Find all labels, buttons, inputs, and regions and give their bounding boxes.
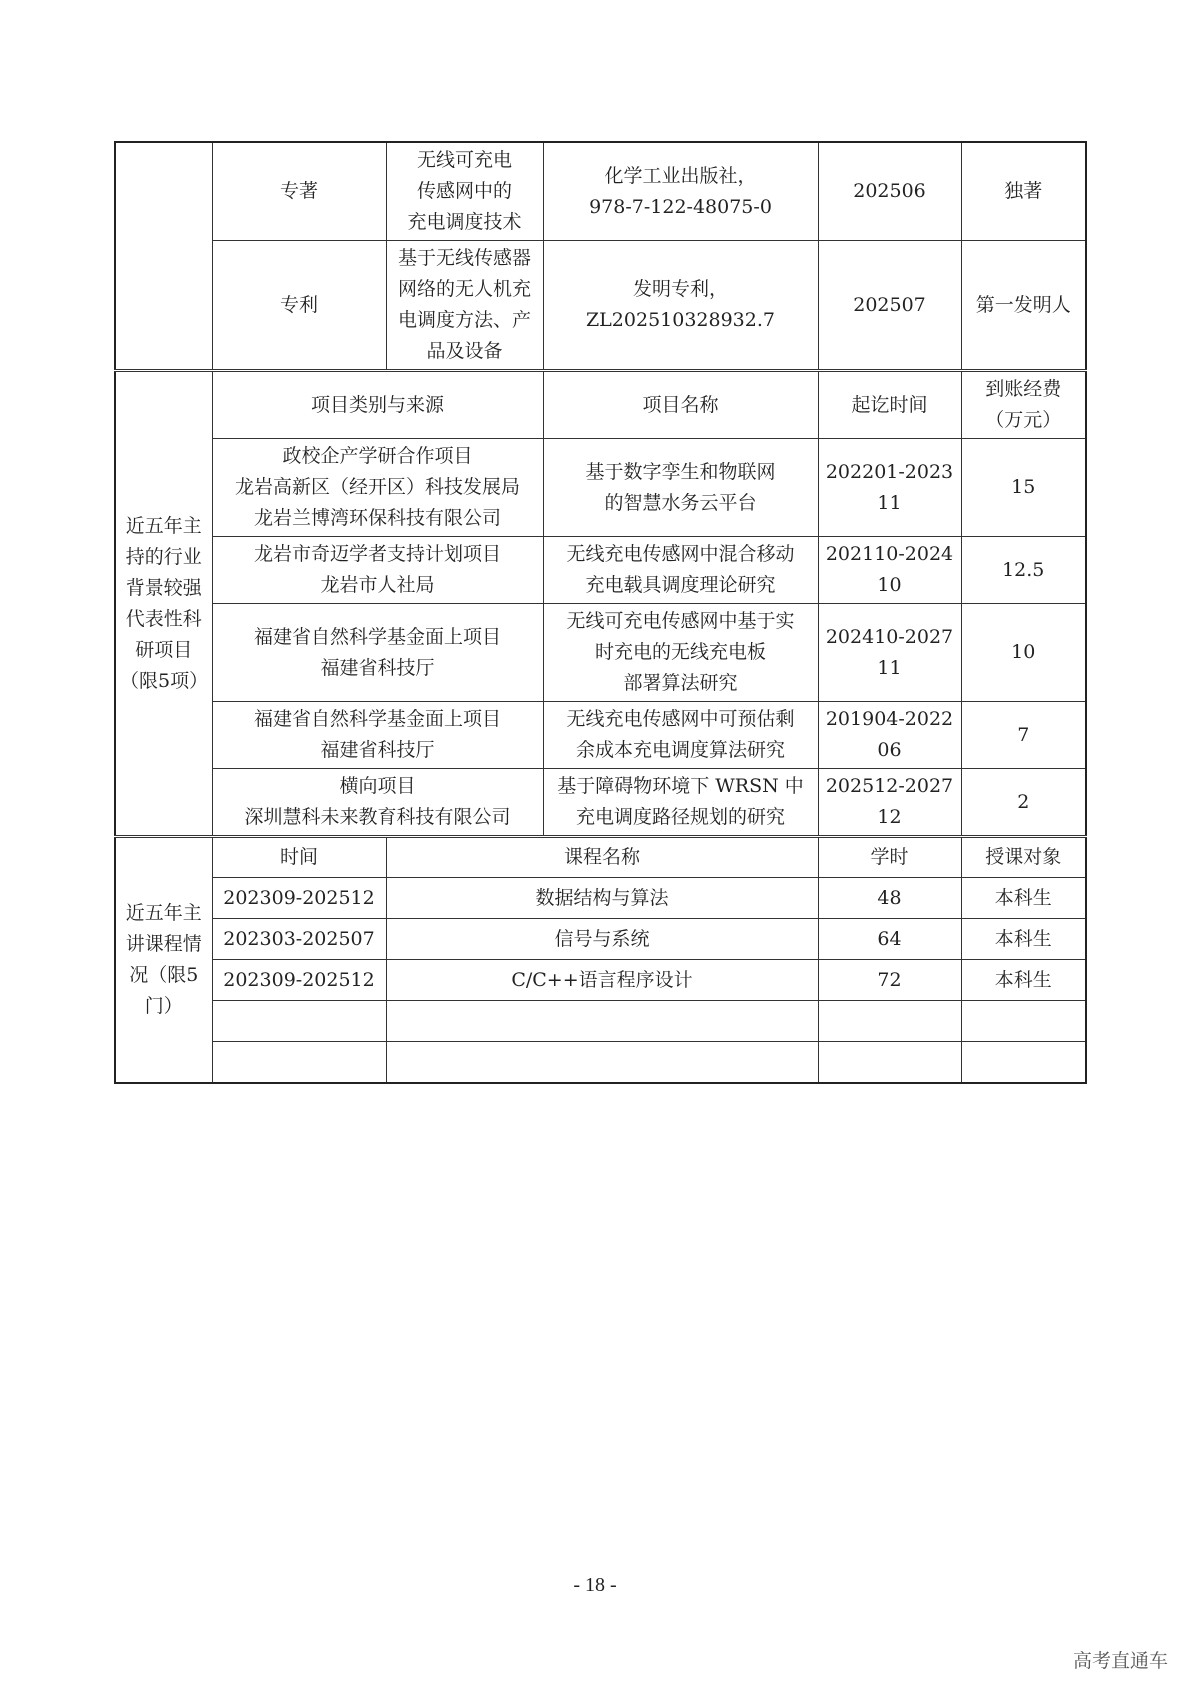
- header-course-time: 时间: [212, 837, 386, 878]
- course-audience: 本科生: [961, 919, 1086, 960]
- project-name: 无线充电传感网中混合移动 充电载具调度理论研究: [543, 537, 818, 604]
- project-period: 202110-202410: [818, 537, 961, 604]
- header-project-funding: 到账经费 （万元）: [961, 371, 1086, 439]
- publications-label-cell: [115, 142, 212, 371]
- course-time: 202303-202507: [212, 919, 386, 960]
- course-time: [212, 1042, 386, 1083]
- header-course-hours: 学时: [818, 837, 961, 878]
- publication-publisher: 发明专利， ZL202510328932.7: [543, 241, 818, 371]
- project-name: 无线可充电传感网中基于实 时充电的无线充电板 部署算法研究: [543, 604, 818, 702]
- project-period: 202201-202311: [818, 439, 961, 537]
- publication-row: [115, 142, 1086, 241]
- course-audience: [961, 1042, 1086, 1083]
- project-name: 无线充电传感网中可预估剩 余成本充电调度算法研究: [543, 702, 818, 769]
- project-category: 横向项目 深圳慧科未来教育科技有限公司: [212, 769, 543, 837]
- project-name: 基于障碍物环境下 WRSN 中 充电调度路径规划的研究: [543, 769, 818, 837]
- courses-section-label: 近五年主 讲课程情 况（限5 门）: [115, 837, 212, 1083]
- project-funding: 2: [961, 769, 1086, 837]
- application-form-table: [114, 141, 1087, 1084]
- course-hours: [818, 1001, 961, 1042]
- course-time: 202309-202512: [212, 878, 386, 919]
- header-project-category: 项目类别与来源: [212, 371, 543, 439]
- projects-section-label: 近五年主 持的行业 背景较强 代表性科 研项目 （限5项）: [115, 371, 212, 837]
- course-name: [386, 1042, 818, 1083]
- header-project-period: 起讫时间: [818, 371, 961, 439]
- project-name: 基于数字孪生和物联网 的智慧水务云平台: [543, 439, 818, 537]
- course-time: [212, 1001, 386, 1042]
- publication-row: [115, 241, 1086, 371]
- course-audience: [961, 1001, 1086, 1042]
- project-funding: 7: [961, 702, 1086, 769]
- project-row: [115, 439, 1086, 537]
- project-row: [115, 769, 1086, 837]
- course-row-empty: [115, 1042, 1086, 1083]
- project-row: [115, 604, 1086, 702]
- course-time: 202309-202512: [212, 960, 386, 1001]
- course-name: C/C++语言程序设计: [386, 960, 818, 1001]
- project-category: 福建省自然科学基金面上项目 福建省科技厅: [212, 604, 543, 702]
- course-hours: 72: [818, 960, 961, 1001]
- publication-date: 202507: [818, 241, 961, 371]
- project-period: 202410-202711: [818, 604, 961, 702]
- course-audience: 本科生: [961, 878, 1086, 919]
- course-row: [115, 960, 1086, 1001]
- publication-title: 基于无线传感器 网络的无人机充 电调度方法、产 品及设备: [386, 241, 543, 371]
- course-name: 信号与系统: [386, 919, 818, 960]
- project-category: 政校企产学研合作项目 龙岩高新区（经开区）科技发展局 龙岩兰博湾环保科技有限公司: [212, 439, 543, 537]
- watermark-text: 高考直通车: [1072, 1650, 1168, 1672]
- course-audience: 本科生: [961, 960, 1086, 1001]
- page-number: - 18 -: [573, 1574, 617, 1596]
- project-period: 202512-202712: [818, 769, 961, 837]
- project-funding: 15: [961, 439, 1086, 537]
- courses-header-row: [115, 837, 1086, 878]
- publication-type: 专利: [212, 241, 386, 371]
- publication-publisher: 化学工业出版社， 978-7-122-48075-0: [543, 142, 818, 241]
- project-category: 福建省自然科学基金面上项目 福建省科技厅: [212, 702, 543, 769]
- course-name: 数据结构与算法: [386, 878, 818, 919]
- project-funding: 12.5: [961, 537, 1086, 604]
- course-hours: [818, 1042, 961, 1083]
- header-project-name: 项目名称: [543, 371, 818, 439]
- course-name: [386, 1001, 818, 1042]
- project-category: 龙岩市奇迈学者支持计划项目 龙岩市人社局: [212, 537, 543, 604]
- projects-header-row: [115, 371, 1086, 439]
- course-hours: 64: [818, 919, 961, 960]
- publication-role: 独著: [961, 142, 1086, 241]
- course-row: [115, 919, 1086, 960]
- course-row-empty: [115, 1001, 1086, 1042]
- publication-date: 202506: [818, 142, 961, 241]
- publication-role: 第一发明人: [961, 241, 1086, 371]
- project-funding: 10: [961, 604, 1086, 702]
- header-course-name: 课程名称: [386, 837, 818, 878]
- publication-title: 无线可充电 传感网中的 充电调度技术: [386, 142, 543, 241]
- project-row: [115, 702, 1086, 769]
- project-row: [115, 537, 1086, 604]
- publication-type: 专著: [212, 142, 386, 241]
- course-hours: 48: [818, 878, 961, 919]
- project-period: 201904-202206: [818, 702, 961, 769]
- course-row: [115, 878, 1086, 919]
- header-course-audience: 授课对象: [961, 837, 1086, 878]
